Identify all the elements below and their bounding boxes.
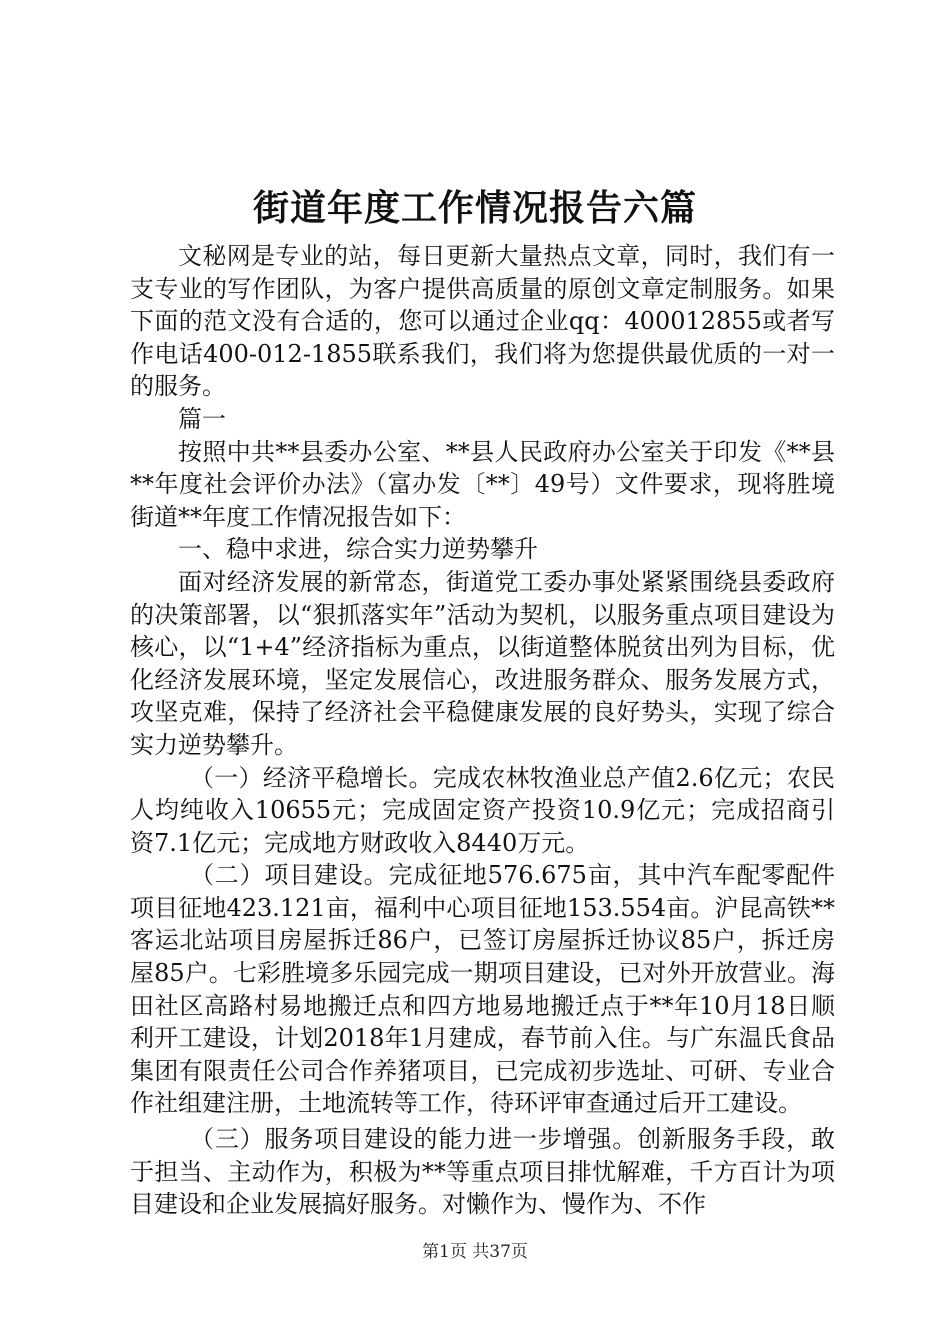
project-paragraph: （二）项目建设。完成征地576.675亩，其中汽车配零配件项目征地423.121亩，福利中心项目征地153.554亩。沪昆高铁**客运北站项目房屋拆迁86户，已签订房屋拆迁协议85户，拆迁房屋85户。七彩胜境多乐园完成一期项目建设，已对外开放营业。海田社区高路村易地搬迁点和四方地易地搬迁点于**年10月18日顺利开工建设，计划2018年1月建成，春节前入住。与广东温氏食品集团有限责任公司合作养猪项目，已完成初步选址、可研、专业合作社组建注册，土地流转等工作，待环评审查通过后开工建设。 [130, 861, 835, 1118]
section-heading-part-one: 篇一 [178, 404, 226, 433]
document-title: 街道年度工作情况报告六篇 [252, 187, 697, 229]
overview-paragraph: 面对经济发展的新常态，街道党工委办事处紧紧围绕县委政府的决策部署，以“狠抓落实年”活动为契机，以服务重点项目建设为核心，以“1+4”经济指标为重点，以街道整体脱贫出列为目标，优化经济发展环境，坚定发展信心，改进服务群众、服务发展方式，攻坚克难，保持了经济社会平稳健康发展的良好势头，实现了综合实力逆势攀升。 [130, 567, 835, 759]
opening-paragraph: 按照中共**县委办公室、**县人民政府办公室关于印发《**县**年度社会评价办法》（富办发〔**〕49号）文件要求，现将胜境街道**年度工作情况报告如下： [130, 437, 835, 531]
economy-paragraph: （一）经济平稳增长。完成农林牧渔业总产值2.6亿元；农民人均纯收入10655元；完成固定资产投资10.9亿元；完成招商引资7.1亿元；完成地方财政收入8440万元。 [130, 763, 835, 857]
page-footer: 第1页 共37页 [422, 1242, 528, 1262]
document-body [130, 240, 835, 1221]
intro-paragraph: 文秘网是专业的站，每日更新大量热点文章，同时，我们有一支专业的写作团队，为客户提供高质量的原创文章定制服务。如果下面的范文没有合适的，您可以通过企业qq：400012855或者写作电话400-012-1855联系我们，我们将为您提供最优质的一对一的服务。 [130, 242, 835, 401]
service-paragraph: （三）服务项目建设的能力进一步增强。创新服务手段，敢于担当、主动作为，积极为**等重点项目排忧解难，千方百计为项目建设和企业发展搞好服务。对懒作为、慢作为、不作 [130, 1125, 835, 1219]
section-heading-1: 一、稳中求进，综合实力逆势攀升 [178, 535, 538, 564]
